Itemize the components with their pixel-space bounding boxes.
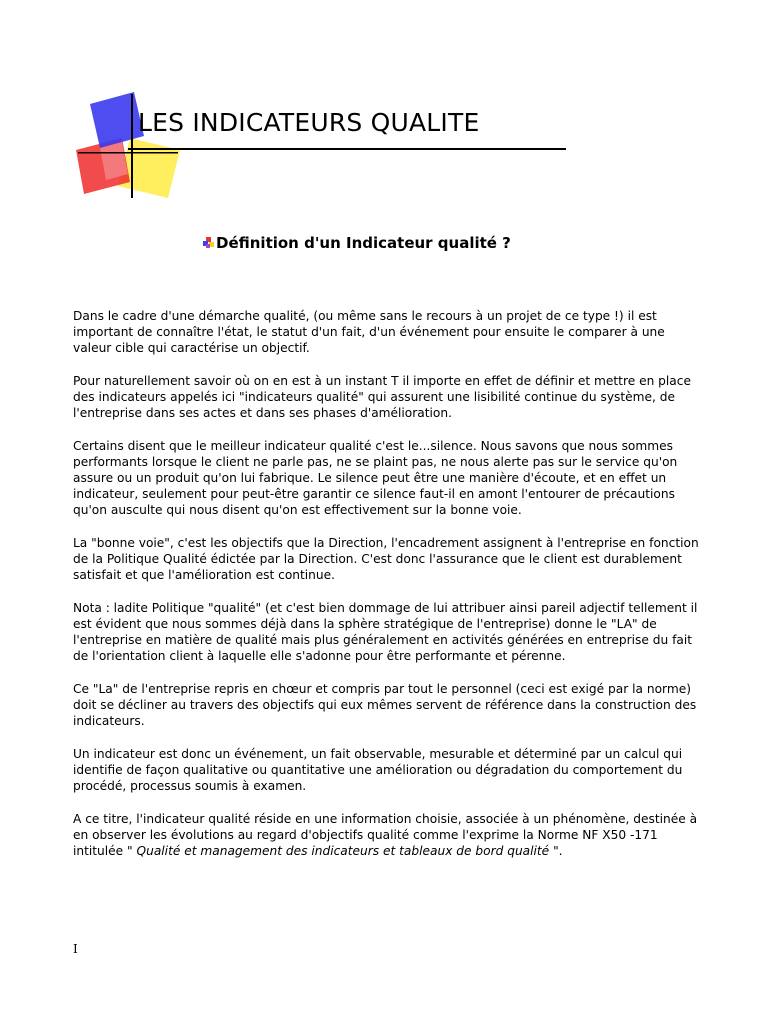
paragraph: Ce "La" de l'entreprise repris en chœur et compris par tout le personnel (ceci est exigé par la norme) doit se décliner au travers des objectifs qui eux mêmes servent de référence dans la construction des indicateurs. — [73, 682, 697, 728]
title-underline — [128, 148, 566, 150]
norm-title: Qualité et management des indicateurs et tableaux de bord qualité — [136, 844, 554, 858]
paragraph-final-text: A ce titre, l'indicateur qualité réside en une information choisie, associée à un phénomène, destinée à en observer les évolutions au regard d'objectifs qualité comme l'exprime la Norme NF X50 -171 intitulée " — [73, 812, 698, 858]
paragraph: Un indicateur est donc un événement, un fait observable, mesurable et déterminé par un calcul qui identifie de façon qualitative ou quantitative une amélioration ou dégradation du comportement du procédé, processus soumis à examen. — [73, 747, 683, 793]
paragraph-final — [73, 811, 703, 859]
paragraph: La "bonne voie", c'est les objectifs que la Direction, l'encadrement assignent à l'entreprise en fonction de la Politique Qualité édictée par la Direction. C'est donc l'assurance que le client est durablement satisfait et que l'amélioration est continue. — [73, 536, 699, 582]
paragraph: Pour naturellement savoir où on en est à un instant T il importe en effet de définir et mettre en place des indicateurs appelés ici "indicateurs qualité" qui assurent une lisibilité continue du système, de l'entreprise dans ses actes et dans ses phases d'amélioration. — [73, 374, 691, 420]
paragraph-final-closing: ". — [553, 844, 563, 858]
page-marker: I — [73, 942, 78, 956]
section-heading — [203, 234, 511, 252]
document-title: LES INDICATEURS QUALITE — [138, 108, 480, 137]
overlapping-squares-logo-icon — [72, 90, 182, 200]
paragraph: Certains disent que le meilleur indicateur qualité c'est le...silence. Nous savons que nous sommes performants lorsque le client ne parle pas, ne se plaint pas, ne nous alerte pas sur le service qu'on assure ou un produit qu'on lui fabrique. Le silence peut être une manière d'écoute, et en effet un indicateur, seulement pour peut-être garantir ce silence faut-il en amont l'entourer de précautions qu'on ausculte qui nous disent qu'on est effectivement sur la bonne voie. — [73, 439, 678, 517]
paragraph: Dans le cadre d'une démarche qualité, (ou même sans le recours à un projet de ce type !) il est important de connaître l'état, le statut d'un fait, d'un événement pour ensuite le comparer à une valeur cible qui caractérise un objectif. — [73, 309, 665, 355]
colorful-diamond-bullet-icon — [203, 237, 215, 249]
paragraph: Nota : ladite Politique "qualité" (et c'est bien dommage de lui attribuer ainsi pareil adjectif tellement il est évident que nous sommes déjà dans la sphère stratégique de l'entreprise) donne le "LA" de l'entreprise en matière de qualité mais plus généralement en activités générées en entreprise du fait de l'orientation client à laquelle elle s'adonne pour être performante et pérenne. — [73, 601, 698, 663]
body-text — [73, 308, 703, 876]
section-heading-text: Définition d'un Indicateur qualité ? — [216, 234, 511, 252]
